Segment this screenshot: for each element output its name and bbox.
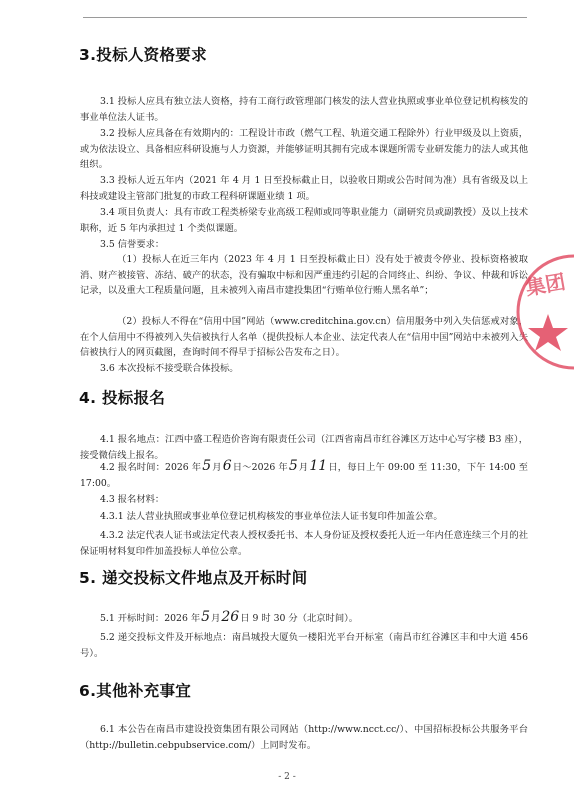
para-3-5: 3.5 信誉要求： bbox=[100, 239, 165, 250]
para-4-3: 4.3 报名材料： bbox=[100, 494, 165, 505]
para-4-2-middle: 日～2026 年 bbox=[232, 462, 288, 473]
red-seal-stamp bbox=[514, 252, 574, 372]
month-char-3: 月 bbox=[211, 613, 221, 624]
handwritten-start-month: 5 bbox=[202, 458, 212, 474]
para-3-3: 3.3 投标人近五年内（2021 年 4 月 1 日至投标截止日，以验收日期或公告时间为准）具有省级及以上科技或建设主管部门批复的市政工程科研课题业绩 1 项。 bbox=[80, 175, 528, 202]
para-3-4: 3.4 项目负责人：具有市政工程类桥梁专业高级工程师或同等职业能力（副研究员或副教授）及以上技术职称，近 5 年内承担过 1 个类似课题。 bbox=[80, 207, 528, 234]
para-3-1: 3.1 投标人应具有独立法人资格，持有工商行政管理部门核发的法人营业执照或事业单位登记机构核发的事业单位法人证书。 bbox=[80, 96, 528, 123]
page-number: - 2 - bbox=[278, 772, 296, 782]
handwritten-start-day: 6 bbox=[222, 458, 232, 474]
section-5-title: 5. 递交投标文件地点及开标时间 bbox=[79, 569, 308, 587]
para-4-3-1: 4.3.1 法人营业执照或事业单位登记机构核发的事业单位法人证书复印件加盖公章。 bbox=[100, 511, 443, 522]
handwritten-open-month: 5 bbox=[201, 609, 211, 625]
handwritten-open-day: 26 bbox=[221, 609, 240, 625]
para-4-2-prefix: 4.2 报名时间：2026 年 bbox=[100, 462, 202, 473]
para-5-1-prefix: 5.1 开标时间：2026 年 bbox=[100, 613, 201, 624]
para-4-2 bbox=[80, 459, 528, 491]
para-3-5-2: （2）投标人不得在“信用中国”网站（www.creditchina.gov.cn）信用服务中列入失信惩戒对象，在个人信用中不得被列入失信被执行人名单（提供投标人本企业、法定代表人在“信用中国”网站中未被列入失信被执行人的网页截图，查询时间不得早于招标公告发布之日）。 bbox=[80, 316, 528, 359]
para-5-1-suffix: 日 9 时 30 分（北京时间）。 bbox=[240, 613, 359, 624]
top-divider bbox=[83, 17, 527, 18]
svg-text:集团: 集团 bbox=[523, 269, 568, 300]
para-3-2: 3.2 投标人应具备在有效期内的：工程设计市政（燃气工程、轨道交通工程除外）行业甲级及以上资质，或为依法设立、具备相应科研设施与人力资源，并能够证明其拥有完成本课题所需专业研发能力的法人或其他组织。 bbox=[80, 128, 528, 171]
para-5-2: 5.2 递交投标文件及开标地点：南昌城投大厦负一楼阳光平台开标室（南昌市红谷滩区丰和中大道 456 号）。 bbox=[80, 632, 528, 659]
para-3-5-1: （1）投标人在近三年内（2023 年 4 月 1 日至投标截止日）没有处于被责令停业、投标资格被取消、财产被接管、冻结、破产的状态，没有骗取中标和因严重违约引起的合同终止、纠纷、争议、仲裁和诉讼记录，以及重大工程质量问题，且未被列入南昌市建投集团“行贿单位行贿人黑名单”； bbox=[80, 254, 528, 297]
section-4-title: 4. 投标报名 bbox=[79, 389, 166, 407]
para-4-1: 4.1 报名地点：江西中盛工程造价咨询有限责任公司（江西省南昌市红谷滩区万达中心写字楼 B3 座），接受微信线上报名。 bbox=[80, 434, 528, 461]
section-3-title: 3.投标人资格要求 bbox=[79, 46, 207, 64]
para-6-1: 6.1 本公告在南昌市建设投资集团有限公司网站（http://www.ncct.cc/）、中国招标投标公共服务平台（http://bulletin.cebpubservice.com/）上同时发布。 bbox=[80, 724, 528, 751]
month-char-2: 月 bbox=[298, 462, 309, 473]
section-6-title: 6.其他补充事宜 bbox=[79, 682, 192, 700]
handwritten-end-day: 11 bbox=[309, 458, 328, 474]
para-5-1 bbox=[80, 610, 528, 627]
para-4-2-suffix: 日，每日上午 09:00 至 11:30，下午 14:00 至 17:00。 bbox=[80, 462, 528, 489]
handwritten-end-month: 5 bbox=[288, 458, 298, 474]
month-char-1: 月 bbox=[212, 462, 222, 473]
para-3-6: 3.6 本次投标不接受联合体投标。 bbox=[100, 363, 239, 374]
para-4-3-2: 4.3.2 法定代表人证书或法定代表人授权委托书、本人身份证及授权委托人近一年内任意连续三个月的社保证明材料复印件加盖投标人单位公章。 bbox=[80, 530, 528, 557]
